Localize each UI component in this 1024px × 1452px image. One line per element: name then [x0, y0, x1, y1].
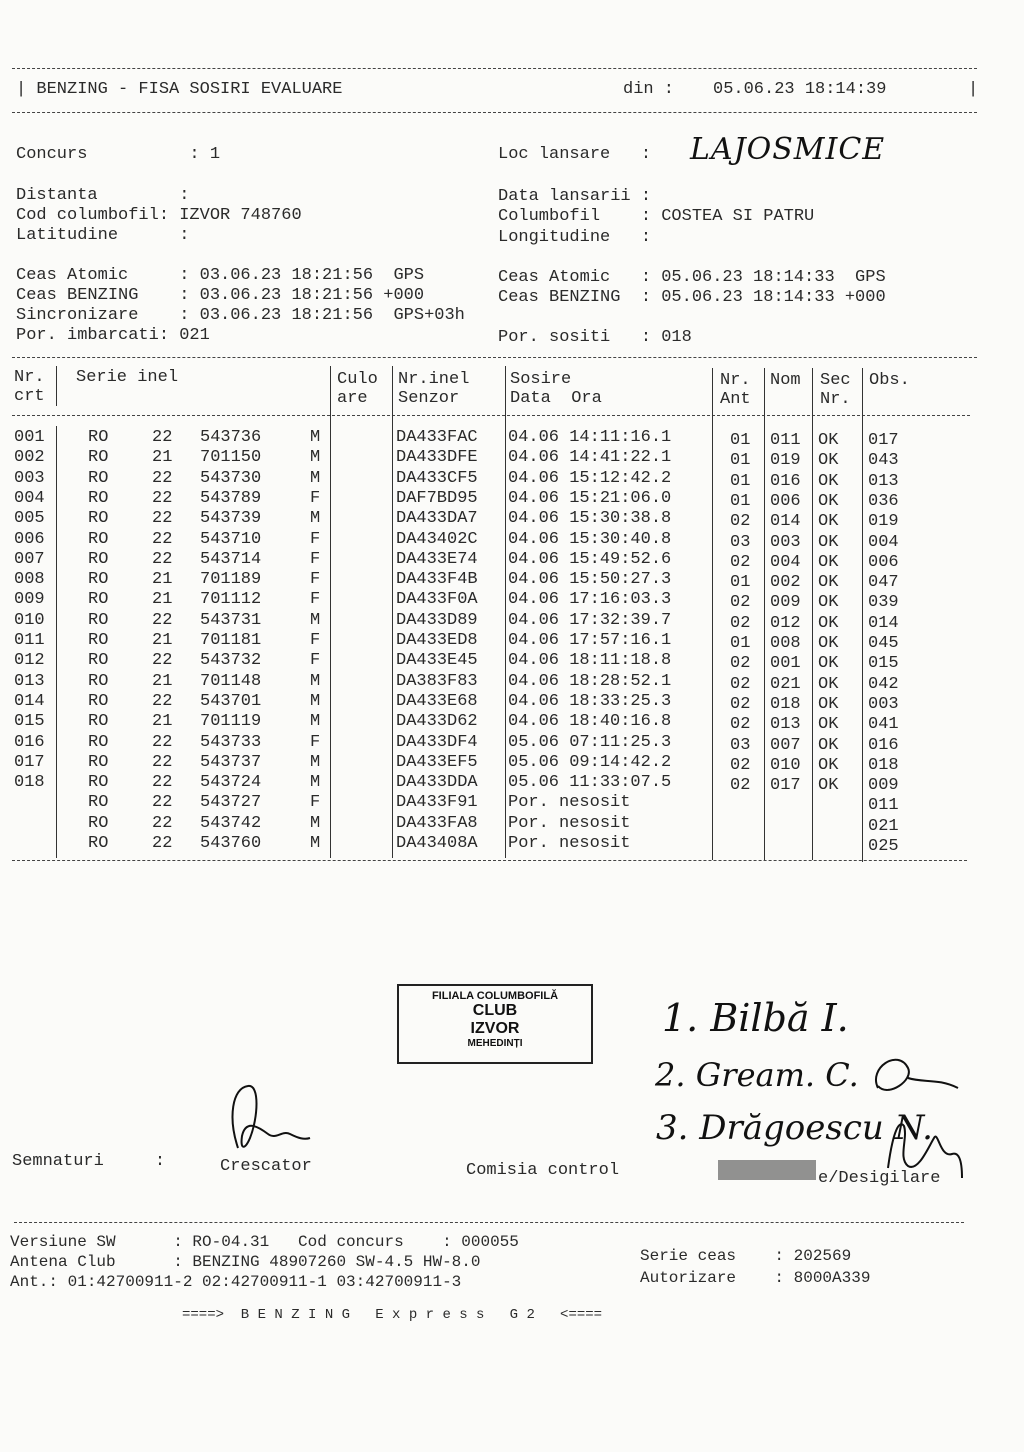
cell-tara: RO: [88, 813, 109, 833]
top-divider: [12, 68, 977, 69]
header-culoare: Culo: [337, 370, 378, 389]
cell-sex: F: [310, 590, 321, 610]
breeder-signature: [220, 1078, 320, 1158]
cell-senzor: DA433E74: [396, 549, 478, 569]
stamp-line-4: MEHEDINȚI: [467, 1038, 523, 1049]
cell-inel: 543789: [200, 488, 262, 508]
autorizare: Autorizare : 8000A339: [640, 1269, 871, 1287]
cell-ant: 03: [730, 735, 751, 755]
cell-sec: OK: [818, 755, 839, 775]
cell-inel: 701112: [200, 590, 262, 610]
cell-sec: OK: [818, 694, 839, 714]
col-line: [392, 366, 393, 858]
cell-nr: 017: [14, 752, 45, 772]
cell-senzor: DAF7BD95: [396, 488, 478, 508]
col-line: [764, 368, 765, 860]
cell-ant: 01: [730, 491, 751, 511]
cell-sex: F: [310, 793, 321, 813]
cell-sosire: 04.06 15:49:52.6: [508, 549, 672, 569]
header-divider: [12, 112, 977, 113]
cell-nom: 011: [770, 431, 801, 450]
cod-columbofil: Cod columbofil: IZVOR 748760: [16, 206, 302, 225]
stamp-line-2: CLUB: [472, 1002, 518, 1019]
cell-senzor: DA433F4B: [396, 570, 478, 590]
cell-obs: 045: [868, 634, 899, 653]
cell-an: 22: [152, 488, 173, 508]
cell-inel: 701181: [200, 631, 262, 650]
crescator-label: Crescator: [220, 1157, 312, 1176]
header-obs: Obs.: [869, 371, 910, 390]
cell-obs: 006: [868, 552, 899, 572]
sincronizare: Sincronizare : 03.06.23 18:21:56 GPS+03h: [16, 306, 465, 325]
cell-sec: OK: [818, 573, 839, 593]
cell-ant: 02: [730, 552, 751, 572]
cell-ant: 01: [730, 471, 751, 491]
cell-an: 22: [152, 651, 173, 671]
cell-sosire: 05.06 11:33:07.5: [508, 773, 672, 793]
cell-sec: OK: [818, 471, 839, 491]
commission-member-2: 2. Gream. C.: [655, 1056, 859, 1094]
cell-obs: 036: [868, 491, 899, 511]
cell-obs: 039: [868, 593, 899, 613]
cell-sex: M: [310, 448, 321, 468]
table-header-divider: [12, 415, 970, 416]
strikethrough-mark: [718, 1160, 816, 1180]
cell-an: 22: [152, 793, 173, 813]
cell-senzor: DA433F0A: [396, 590, 478, 610]
cell-nr: 016: [14, 732, 45, 752]
cell-sosire: Por. nesosit: [508, 793, 631, 813]
cell-sex: M: [310, 691, 321, 711]
ceas-atomic-end: Ceas Atomic : 05.06.23 18:14:33 GPS: [498, 268, 886, 287]
cell-sosire: 04.06 15:50:27.3: [508, 570, 672, 590]
cell-sex: M: [310, 752, 321, 772]
cell-sec: OK: [818, 715, 839, 735]
sheet-title: | BENZING - FISA SOSIRI EVALUARE: [16, 80, 343, 99]
cell-sec: OK: [818, 613, 839, 633]
cell-nom: 003: [770, 532, 801, 552]
cell-obs: 011: [868, 796, 899, 816]
col-line: [56, 426, 57, 858]
cell-senzor: DA433E45: [396, 651, 478, 671]
cell-inel: 543733: [200, 732, 262, 752]
header-sec-nr: Nr.: [820, 390, 851, 409]
col-line: [56, 366, 57, 406]
cell-sosire: 04.06 17:32:39.7: [508, 610, 672, 630]
cell-tara: RO: [88, 651, 109, 671]
cell-inel: 543724: [200, 773, 262, 793]
semnaturi-label: Semnaturi :: [12, 1152, 166, 1171]
cell-obs: 018: [868, 755, 899, 775]
cell-senzor: DA433FAC: [396, 428, 478, 447]
cell-sosire: 05.06 07:11:25.3: [508, 732, 672, 752]
stamp-line-3: IZVOR: [470, 1020, 520, 1037]
cell-sec: OK: [818, 674, 839, 694]
cell-tara: RO: [88, 834, 109, 853]
cell-inel: 543714: [200, 549, 262, 569]
header-crt: crt: [14, 387, 45, 406]
cell-an: 22: [152, 691, 173, 711]
cell-nr: 012: [14, 651, 45, 671]
cell-obs: 043: [868, 451, 899, 471]
header-sec: Sec: [820, 371, 851, 390]
cell-inel: 543732: [200, 651, 262, 671]
cell-inel: 701150: [200, 448, 262, 468]
date-label: din :: [623, 80, 675, 99]
cell-tara: RO: [88, 570, 109, 590]
cell-inel: 543701: [200, 691, 262, 711]
commission-member-3: 3. Drăgoescu N.: [656, 1108, 933, 1148]
antena-club: Antena Club : BENZING 48907260 SW-4.5 HW-8.0: [10, 1253, 481, 1271]
cell-sosire: Por. nesosit: [508, 834, 631, 853]
cell-senzor: DA433EF5: [396, 752, 478, 772]
cell-sosire: 04.06 15:30:38.8: [508, 509, 672, 529]
cell-an: 21: [152, 590, 173, 610]
cell-sex: M: [310, 671, 321, 691]
cell-an: 21: [152, 448, 173, 468]
col-line: [812, 368, 813, 860]
cell-obs: 017: [868, 431, 899, 450]
comisia-control-label: Comisia control: [466, 1161, 620, 1180]
cell-sex: M: [310, 834, 321, 853]
cell-inel: 701119: [200, 712, 262, 732]
cell-sex: M: [310, 428, 321, 447]
cell-inel: 543727: [200, 793, 262, 813]
cell-nom: 021: [770, 674, 801, 694]
cell-obs: 004: [868, 532, 899, 552]
cell-senzor: DA433DF4: [396, 732, 478, 752]
cell-an: 21: [152, 671, 173, 691]
table-bottom-divider: [12, 860, 967, 861]
cell-sosire: 04.06 18:40:16.8: [508, 712, 672, 732]
header-serie-inel: Serie inel: [76, 368, 179, 387]
cell-ant: 01: [730, 431, 751, 450]
cell-obs: 013: [868, 471, 899, 491]
cell-sosire: 05.06 09:14:42.2: [508, 752, 672, 772]
cell-inel: 543760: [200, 834, 262, 853]
cell-nom: 012: [770, 613, 801, 633]
cell-senzor: DA433CF5: [396, 468, 478, 488]
cell-an: 22: [152, 610, 173, 630]
cell-tara: RO: [88, 590, 109, 610]
cell-tara: RO: [88, 549, 109, 569]
cell-ant: 02: [730, 593, 751, 613]
cell-ant: 01: [730, 573, 751, 593]
cell-tara: RO: [88, 488, 109, 508]
stamp-line-1: FILIALA COLUMBOFILĂ: [431, 990, 559, 1002]
cell-sec: OK: [818, 512, 839, 532]
cell-nom: 007: [770, 735, 801, 755]
cell-ant: 02: [730, 613, 751, 633]
cell-sec: OK: [818, 532, 839, 552]
cell-inel: 543739: [200, 509, 262, 529]
cell-nr: 015: [14, 712, 45, 732]
cell-an: 22: [152, 752, 173, 772]
cell-senzor: DA433E68: [396, 691, 478, 711]
col-line: [330, 366, 331, 858]
cell-inel: 543731: [200, 610, 262, 630]
cell-sec: OK: [818, 552, 839, 572]
cell-tara: RO: [88, 732, 109, 752]
commission-signatures: [868, 1048, 968, 1188]
cell-obs: 016: [868, 735, 899, 755]
cell-obs: 014: [868, 613, 899, 633]
table-top-divider: [12, 357, 977, 358]
cell-nr: 013: [14, 671, 45, 691]
date-value: 05.06.23 18:14:39: [713, 80, 887, 99]
cell-sex: F: [310, 651, 321, 671]
header-sosire: Sosire: [510, 370, 572, 389]
header-nr: Nr.: [14, 368, 45, 387]
cell-tara: RO: [88, 529, 109, 549]
cell-sex: M: [310, 712, 321, 732]
distanta: Distanta :: [16, 186, 190, 205]
col-line: [712, 368, 713, 860]
cell-nr: 018: [14, 773, 45, 793]
cell-nr: 008: [14, 570, 45, 590]
cell-an: 22: [152, 509, 173, 529]
cell-an: 22: [152, 468, 173, 488]
header-nr-inel: Nr.inel: [398, 370, 470, 389]
cell-sosire: 04.06 18:11:18.8: [508, 651, 672, 671]
antenne: Ant.: 01:42700911-2 02:42700911-1 03:42700911-3: [10, 1273, 462, 1291]
cell-an: 22: [152, 549, 173, 569]
cell-tara: RO: [88, 509, 109, 529]
cell-nom: 001: [770, 654, 801, 674]
cell-senzor: DA433F91: [396, 793, 478, 813]
cell-obs: 019: [868, 512, 899, 532]
cell-sex: M: [310, 468, 321, 488]
cell-obs: 003: [868, 694, 899, 714]
cell-inel: 543736: [200, 428, 262, 447]
cell-obs: 025: [868, 837, 899, 856]
cell-tara: RO: [88, 691, 109, 711]
header-bar: |: [968, 80, 979, 99]
cell-tara: RO: [88, 610, 109, 630]
cell-ant: 02: [730, 715, 751, 735]
cell-sosire: 04.06 15:21:06.0: [508, 488, 672, 508]
cell-tara: RO: [88, 448, 109, 468]
ceas-benzing-end: Ceas BENZING : 05.06.23 18:14:33 +000: [498, 288, 886, 307]
cell-sosire: 04.06 18:28:52.1: [508, 671, 672, 691]
cell-tara: RO: [88, 712, 109, 732]
cell-sosire: 04.06 14:11:16.1: [508, 428, 672, 447]
cell-senzor: DA433D62: [396, 712, 478, 732]
cell-tara: RO: [88, 773, 109, 793]
cell-sex: F: [310, 529, 321, 549]
header-nom: Nom: [770, 371, 801, 390]
cell-sec: OK: [818, 735, 839, 755]
cell-nom: 019: [770, 451, 801, 471]
cell-ant: 02: [730, 776, 751, 796]
cell-an: 22: [152, 773, 173, 793]
col-line: [505, 366, 506, 858]
cell-ant: 01: [730, 451, 751, 471]
cell-nr: 007: [14, 549, 45, 569]
cell-ant: 01: [730, 634, 751, 653]
cell-nom: 006: [770, 491, 801, 511]
cell-nr: 011: [14, 631, 45, 650]
cell-nr: 005: [14, 509, 45, 529]
cell-senzor: DA433DDA: [396, 773, 478, 793]
loc-lansare-value: LAJOSMICE: [690, 132, 886, 167]
commission-member-1: 1. Bilbă I.: [662, 996, 849, 1040]
cell-sex: F: [310, 549, 321, 569]
cell-sex: F: [310, 488, 321, 508]
cell-inel: 543710: [200, 529, 262, 549]
cell-sec: OK: [818, 776, 839, 796]
cell-sosire: 04.06 18:33:25.3: [508, 691, 672, 711]
cell-sex: F: [310, 631, 321, 650]
ceas-benzing-start: Ceas BENZING : 03.06.23 18:21:56 +000: [16, 286, 425, 305]
cell-nr: 006: [14, 529, 45, 549]
columbofil: Columbofil : COSTEA SI PATRU: [498, 207, 815, 226]
benzing-express-brand: ====> B E N Z I N G E x p r e s s G 2 <====: [182, 1307, 603, 1323]
cell-sosire: 04.06 17:57:16.1: [508, 631, 672, 650]
cell-ant: 02: [730, 755, 751, 775]
cell-sec: OK: [818, 593, 839, 613]
cell-an: 22: [152, 834, 173, 853]
cell-senzor: DA433DA7: [396, 509, 478, 529]
footer-divider: [14, 1222, 964, 1223]
cell-nom: 016: [770, 471, 801, 491]
cell-obs: 042: [868, 674, 899, 694]
ceas-atomic-start: Ceas Atomic : 03.06.23 18:21:56 GPS: [16, 266, 425, 285]
cell-sec: OK: [818, 431, 839, 450]
desigilare-label: e/Desigilare: [818, 1169, 941, 1188]
cell-inel: 701189: [200, 570, 262, 590]
header-culoare-2: are: [337, 389, 368, 408]
cell-tara: RO: [88, 752, 109, 772]
cell-sosire: Por. nesosit: [508, 813, 631, 833]
cell-nom: 018: [770, 694, 801, 714]
cell-obs: 041: [868, 715, 899, 735]
cell-nr: 010: [14, 610, 45, 630]
cell-sex: F: [310, 732, 321, 752]
cell-nr: 004: [14, 488, 45, 508]
cell-tara: RO: [88, 428, 109, 447]
concurs: Concurs : 1: [16, 145, 221, 164]
cell-ant: 02: [730, 674, 751, 694]
cell-ant: 02: [730, 694, 751, 714]
header-ant: Ant: [720, 390, 751, 409]
cell-nom: 010: [770, 755, 801, 775]
por-imbarcati: Por. imbarcati: 021: [16, 326, 210, 345]
cell-inel: 543742: [200, 813, 262, 833]
cell-an: 22: [152, 529, 173, 549]
cell-nr: 009: [14, 590, 45, 610]
cell-senzor: DA383F83: [396, 671, 478, 691]
cell-an: 21: [152, 570, 173, 590]
cell-tara: RO: [88, 631, 109, 650]
cell-ant: 02: [730, 512, 751, 532]
cell-sosire: 04.06 15:30:40.8: [508, 529, 672, 549]
cell-sec: OK: [818, 654, 839, 674]
cell-inel: 543737: [200, 752, 262, 772]
cell-inel: 543730: [200, 468, 262, 488]
versiune-sw: Versiune SW : RO-04.31 Cod concurs : 000055: [10, 1233, 519, 1251]
cell-an: 21: [152, 712, 173, 732]
serie-ceas: Serie ceas : 202569: [640, 1247, 852, 1265]
cell-nom: 017: [770, 776, 801, 796]
cell-tara: RO: [88, 468, 109, 488]
loc-lansare-label: Loc lansare :: [498, 145, 652, 164]
cell-sex: M: [310, 610, 321, 630]
data-lansarii: Data lansarii :: [498, 187, 652, 206]
longitudine: Longitudine :: [498, 228, 652, 247]
cell-tara: RO: [88, 793, 109, 813]
cell-ant: 03: [730, 532, 751, 552]
cell-sosire: 04.06 15:12:42.2: [508, 468, 672, 488]
cell-senzor: DA43402C: [396, 529, 478, 549]
cell-an: 22: [152, 428, 173, 447]
cell-nom: 013: [770, 715, 801, 735]
por-sositi: Por. sositi : 018: [498, 328, 692, 347]
cell-obs: 021: [868, 816, 899, 836]
cell-nr: 001: [14, 428, 45, 447]
cell-sex: M: [310, 813, 321, 833]
cell-senzor: DA433DFE: [396, 448, 478, 468]
cell-tara: RO: [88, 671, 109, 691]
cell-an: 22: [152, 732, 173, 752]
cell-sex: M: [310, 509, 321, 529]
cell-obs: 047: [868, 573, 899, 593]
cell-nom: 002: [770, 573, 801, 593]
cell-obs: 009: [868, 776, 899, 796]
cell-nom: 008: [770, 634, 801, 653]
club-stamp: [397, 984, 593, 1064]
cell-an: 21: [152, 631, 173, 650]
cell-senzor: DA433D89: [396, 610, 478, 630]
latitudine: Latitudine :: [16, 226, 190, 245]
cell-senzor: DA43408A: [396, 834, 478, 853]
cell-sec: OK: [818, 491, 839, 511]
cell-sosire: 04.06 14:41:22.1: [508, 448, 672, 468]
cell-sosire: 04.06 17:16:03.3: [508, 590, 672, 610]
header-data-ora: Data Ora: [510, 389, 602, 408]
cell-nom: 009: [770, 593, 801, 613]
cell-nr: 002: [14, 448, 45, 468]
header-senzor: Senzor: [398, 389, 460, 408]
cell-nr: 014: [14, 691, 45, 711]
cell-inel: 701148: [200, 671, 262, 691]
cell-obs: 015: [868, 654, 899, 674]
cell-nom: 004: [770, 552, 801, 572]
cell-sec: OK: [818, 451, 839, 471]
cell-an: 22: [152, 813, 173, 833]
cell-senzor: DA433FA8: [396, 813, 478, 833]
cell-nr: 003: [14, 468, 45, 488]
header-nr-ant: Nr.: [720, 371, 751, 390]
cell-sec: OK: [818, 634, 839, 653]
cell-sex: M: [310, 773, 321, 793]
cell-ant: 02: [730, 654, 751, 674]
cell-nom: 014: [770, 512, 801, 532]
col-line: [862, 368, 863, 862]
cell-sex: F: [310, 570, 321, 590]
cell-senzor: DA433ED8: [396, 631, 478, 650]
